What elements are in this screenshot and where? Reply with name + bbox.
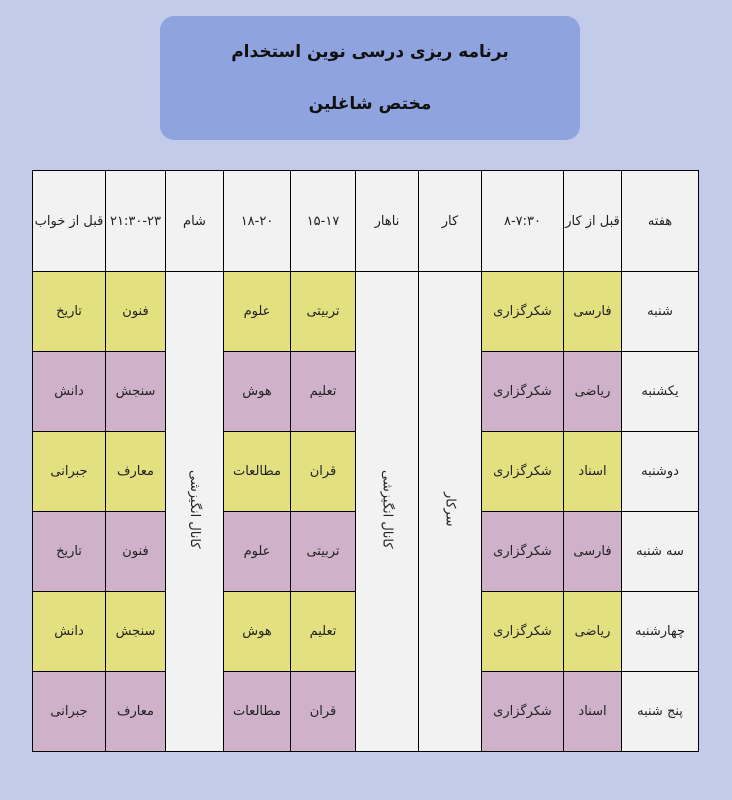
before-sleep-cell: جبرانی [33, 672, 106, 752]
header-cell: قبل از خواب [33, 171, 106, 272]
before-work-cell: ریاضی [564, 352, 622, 432]
slot-18-20-cell: مطالعات [224, 432, 291, 512]
work-merged-cell [419, 272, 482, 752]
morning-cell: شکرگزاری [482, 592, 564, 672]
title-line-2: مختص شاغلین [308, 94, 432, 114]
night-cell: سنجش [106, 592, 166, 672]
before-sleep-cell: دانش [33, 352, 106, 432]
header-cell: قبل از کار [564, 171, 622, 272]
slot-18-20-cell: هوش [224, 592, 291, 672]
slot-15-17-cell: قران [291, 432, 356, 512]
before-work-cell: اسناد [564, 672, 622, 752]
slot-15-17-cell: قران [291, 672, 356, 752]
work-label: سرکار [442, 492, 458, 527]
night-cell: فنون [106, 512, 166, 592]
day-cell: سه شنبه [622, 512, 699, 592]
morning-cell: شکرگزاری [482, 272, 564, 352]
header-cell: کار [419, 171, 482, 272]
title-line-1: برنامه ریزی درسی نوین استخدام [231, 41, 509, 62]
night-cell: فنون [106, 272, 166, 352]
before-work-cell: اسناد [564, 432, 622, 512]
title-box [160, 16, 580, 140]
slot-18-20-cell: هوش [224, 352, 291, 432]
night-cell: معارف [106, 432, 166, 512]
header-cell: شام [166, 171, 224, 272]
slot-15-17-cell: تعلیم [291, 592, 356, 672]
before-sleep-cell: تاریخ [33, 512, 106, 592]
header-cell: ۲۱:۳۰-۲۳ [106, 171, 166, 272]
before-sleep-cell: تاریخ [33, 272, 106, 352]
day-cell: پنج شنبه [622, 672, 699, 752]
before-work-cell: ریاضی [564, 592, 622, 672]
dinner-merged-cell [166, 272, 224, 752]
slot-18-20-cell: علوم [224, 272, 291, 352]
morning-cell: شکرگزاری [482, 512, 564, 592]
day-cell: شنبه [622, 272, 699, 352]
header-cell: هفته [622, 171, 699, 272]
morning-cell: شکرگزاری [482, 432, 564, 512]
slot-15-17-cell: تربیتی [291, 512, 356, 592]
header-cell: ۸-۷:۳۰ [482, 171, 564, 272]
header-row [33, 171, 699, 272]
header-cell: ناهار [356, 171, 419, 272]
slot-18-20-cell: مطالعات [224, 672, 291, 752]
day-cell: یکشنبه [622, 352, 699, 432]
morning-cell: شکرگزاری [482, 352, 564, 432]
schedule-table [32, 170, 699, 752]
header-cell: ۱۸-۲۰ [224, 171, 291, 272]
before-work-cell: فارسی [564, 272, 622, 352]
slot-15-17-cell: تربیتی [291, 272, 356, 352]
night-cell: معارف [106, 672, 166, 752]
before-sleep-cell: دانش [33, 592, 106, 672]
before-sleep-cell: جبرانی [33, 432, 106, 512]
lunch-merged-cell [356, 272, 419, 752]
table-row [33, 272, 699, 352]
day-cell: دوشنبه [622, 432, 699, 512]
before-work-cell: فارسی [564, 512, 622, 592]
day-cell: چهارشنبه [622, 592, 699, 672]
slot-18-20-cell: علوم [224, 512, 291, 592]
night-cell: سنجش [106, 352, 166, 432]
slot-15-17-cell: تعلیم [291, 352, 356, 432]
lunch-label: کانال انگیزشی [379, 470, 395, 549]
dinner-label: کانال انگیزشی [187, 470, 202, 549]
header-cell: ۱۵-۱۷ [291, 171, 356, 272]
morning-cell: شکرگزاری [482, 672, 564, 752]
